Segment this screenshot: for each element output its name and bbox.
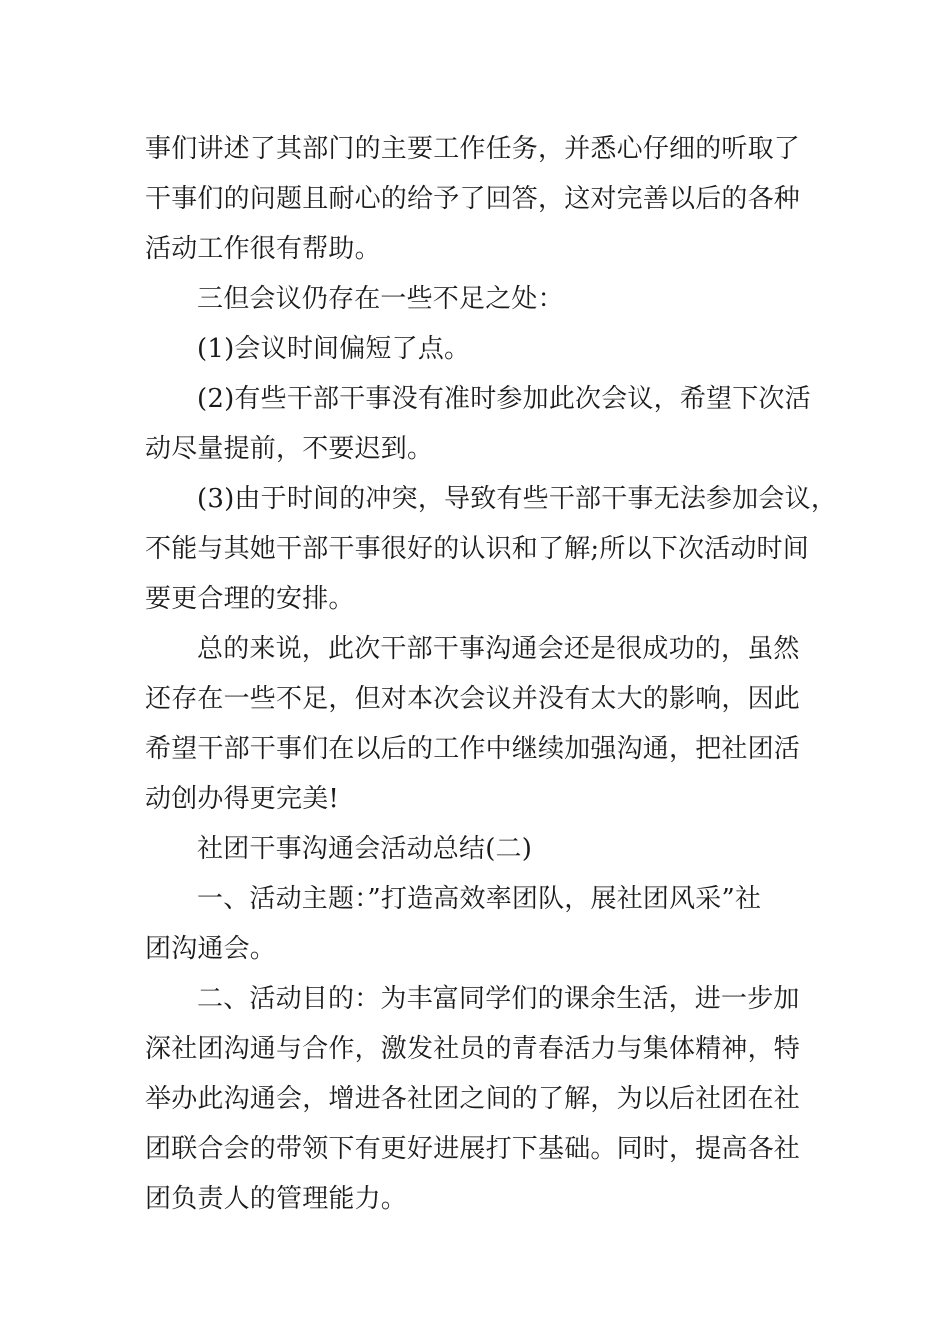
text-line: 团沟通会。	[145, 934, 277, 964]
paragraph-start: 一、活动主题：”打造高效率团队，展社团风采”社	[197, 884, 762, 914]
text-line: 动创办得更完美!	[145, 784, 340, 814]
text-line: 活动工作很有帮助。	[145, 234, 381, 264]
list-item: (3)由于时间的冲突，导致有些干部干事无法参加会议，	[197, 484, 838, 514]
text-line: 举办此沟通会，增进各社团之间的了解，为以后社团在社	[145, 1084, 801, 1114]
paragraph-start: 总的来说，此次干部干事沟通会还是很成功的，虽然	[197, 634, 800, 664]
text-line: 事们讲述了其部门的主要工作任务，并悉心仔细的听取了	[145, 134, 801, 164]
paragraph-start: 二、活动目的：为丰富同学们的课余生活，进一步加	[197, 984, 800, 1014]
list-item: (2)有些干部干事没有准时参加此次会议，希望下次活	[197, 384, 811, 414]
text-line: 要更合理的安排。	[145, 584, 355, 614]
text-line: 动尽量提前，不要迟到。	[145, 434, 434, 464]
text-line: 深社团沟通与合作，激发社员的青春活力与集体精神，特	[145, 1034, 801, 1064]
text-line: 还存在一些不足，但对本次会议并没有太大的影响，因此	[145, 684, 801, 714]
section-heading: 三但会议仍存在一些不足之处：	[197, 284, 564, 314]
section-title: 社团干事沟通会活动总结(二)	[197, 834, 533, 864]
text-line: 团联合会的带领下有更好进展打下基础。同时，提高各社	[145, 1134, 801, 1164]
text-line: 不能与其她干部干事很好的认识和了解;所以下次活动时间	[145, 534, 809, 564]
document-body	[145, 124, 838, 1224]
text-line: 希望干部干事们在以后的工作中继续加强沟通，把社团活	[145, 734, 801, 764]
text-line: 干事们的问题且耐心的给予了回答，这对完善以后的各种	[145, 184, 801, 214]
text-line: 团负责人的管理能力。	[145, 1184, 408, 1214]
list-item: (1)会议时间偏短了点。	[197, 334, 471, 364]
